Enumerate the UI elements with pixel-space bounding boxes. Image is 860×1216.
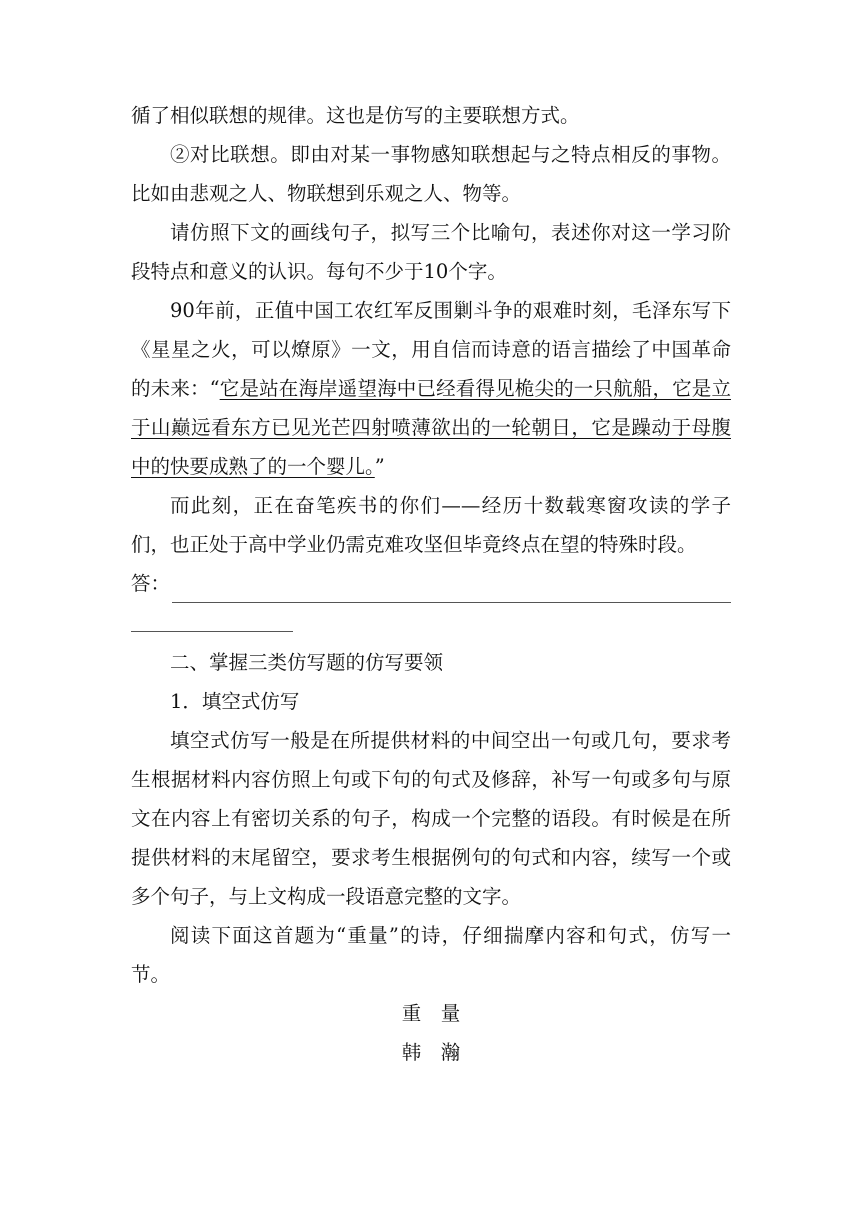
quote-lead: 90年前，正值中国工农红军反围剿斗争的艰难时刻，毛泽东写下《星星之火，可以燎原》一文，用自信而诗意的语言描绘了中国革命的未来：“ (131, 299, 731, 400)
quote-close: ” (374, 455, 385, 478)
document-body (131, 96, 731, 1072)
paragraph-mao-quote (131, 291, 731, 486)
paragraph-contrast-association: ②对比联想。即由对某一事物感知联想起与之特点相反的事物。比如由悲观之人、物联想到乐观之人、物等。 (131, 143, 731, 205)
paragraph-similar-association-end: 循了相似联想的规律。这也是仿写的主要联想方式。 (131, 104, 580, 127)
underlined-quote: 它是站在海岸遥望海中已经看得见桅尖的一只航船，它是立于山巅远看东方已见光芒四射喷薄欲出的一轮朝日，它是躁动于母腹中的快要成熟了的一个婴儿。 (131, 377, 731, 478)
answer-line (131, 564, 731, 603)
sub-heading: 1．填空式仿写 (170, 690, 300, 713)
paragraph-students: 而此刻，正在奋笔疾书的你们——经历十数载寒窗攻读的学子们，也正处于高中学业仍需克难攻坚但毕竟终点在望的特殊时段。 (131, 494, 731, 556)
paragraph-exercise-instruction: 请仿照下文的画线句子，拟写三个比喻句，表述你对这一学习阶段特点和意义的认识。每句不少于10个字。 (131, 221, 731, 283)
section-heading: 二、掌握三类仿写题的仿写要领 (170, 651, 444, 674)
poem-title: 重 量 (401, 1002, 461, 1025)
answer-blank[interactable] (172, 572, 731, 603)
paragraph-poem-instruction: 阅读下面这首题为“重量”的诗，仔细揣摩内容和句式，仿写一节。 (131, 924, 731, 986)
answer-label: 答： (131, 572, 171, 595)
answer-blank-continued[interactable] (131, 603, 293, 632)
poem-author: 韩 瀚 (401, 1041, 461, 1064)
paragraph-fill-in-imitation: 填空式仿写一般是在所提供材料的中间空出一句或几句，要求考生根据材料内容仿照上句或下句的句式及修辞，补写一句或多句与原文在内容上有密切关系的句子，构成一个完整的语段。有时候是在所提供材料的末尾留空，要求考生根据例句的句式和内容，续写一个或多个句子，与上文构成一段语意完整的文字。 (131, 729, 731, 908)
